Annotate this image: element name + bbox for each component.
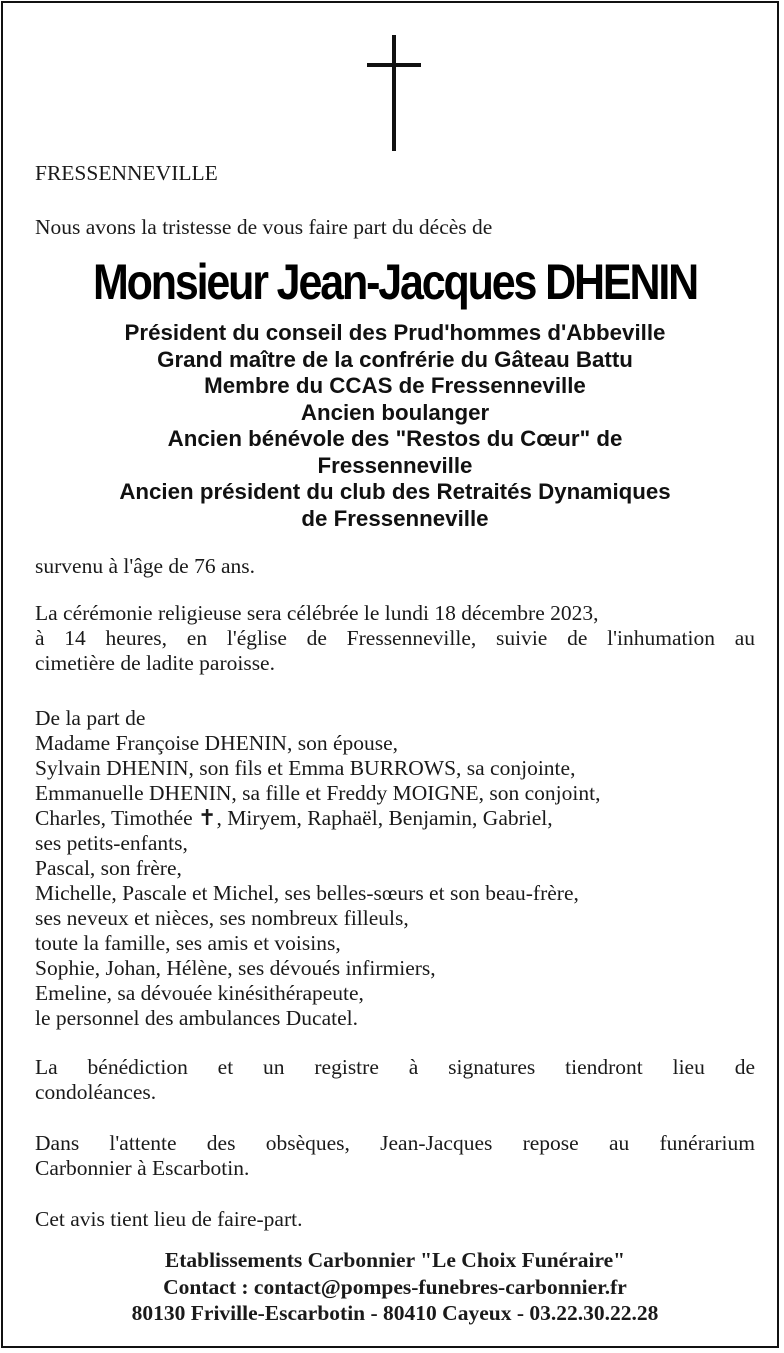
title-line: Ancien bénévole des "Restos du Cœur" de (167, 426, 623, 451)
age-text: survenu à l'âge de 76 ans. (35, 554, 255, 578)
family-line: Emmanuelle DHENIN, sa fille et Freddy MOIGNE, son conjoint, (35, 781, 601, 805)
latin-cross-icon (367, 35, 421, 151)
family-line: Madame Françoise DHENIN, son épouse, (35, 731, 399, 755)
family-line: Pascal, son frère, (35, 856, 182, 880)
family-line: Emeline, sa dévouée kinésithérapeute, (35, 981, 364, 1005)
family-paragraph (35, 706, 755, 1031)
family-line (35, 806, 755, 831)
funeral-home-name: Etablissements Carbonnier "Le Choix Funéraire" (164, 1248, 626, 1272)
blessing-line: condoléances. (35, 1080, 157, 1104)
grandchildren-names: Charles, Timothée (35, 806, 193, 830)
title-line: de Fressenneville (301, 505, 489, 531)
town-name: FRESSENNEVILLE (35, 161, 218, 185)
obituary-notice (1, 1, 779, 1348)
family-line: Sylvain DHENIN, son fils et Emma BURROWS, sa conjointe, (35, 756, 576, 780)
titles-list (3, 320, 784, 532)
ceremony-line: cimetière de ladite paroisse. (35, 651, 275, 675)
family-line: le personnel des ambulances Ducatel. (35, 1006, 358, 1030)
funeral-home-address: 80130 Friville-Escarbotin - 80410 Cayeux - 03.22.30.22.28 (131, 1301, 659, 1325)
family-line: ses neveux et nièces, ses nombreux filleuls, (35, 906, 409, 930)
grandchildren-names-rest: , Miryem, Raphaël, Benjamin, Gabriel, (216, 806, 553, 830)
title-line: Ancien boulanger (300, 399, 490, 425)
title-line: Grand maître de la confrérie du Gâteau Battu (157, 346, 633, 372)
repose-line: Dans l'attente des obsèques, Jean-Jacques repose au funérarium (35, 1131, 755, 1155)
ceremony-paragraph (35, 601, 755, 676)
intro-text: Nous avons la tristesse de vous faire part du décès de (35, 215, 493, 239)
title-line: Président du conseil des Prud'hommes d'Abbeville (124, 320, 666, 345)
title-line: Membre du CCAS de Fressenneville (204, 373, 586, 398)
family-line: toute la famille, ses amis et voisins, (35, 931, 341, 955)
family-line: Sophie, Johan, Hélène, ses dévoués infirmiers, (35, 956, 436, 980)
funeral-home-footer (3, 1247, 784, 1327)
repose-line: Carbonnier à Escarbotin. (35, 1156, 250, 1180)
funeral-home-contact: Contact : contact@pompes-funebres-carbonnier.fr (163, 1274, 627, 1299)
ceremony-line: à 14 heures, en l'église de Fressenneville, suivie de l'inhumation au (35, 626, 755, 650)
ceremony-line: La cérémonie religieuse sera célébrée le lundi 18 décembre 2023, (35, 601, 599, 625)
family-heading: De la part de (35, 706, 146, 730)
repose-paragraph (35, 1131, 755, 1181)
small-cross-icon: ✝ (198, 806, 217, 831)
deceased-name: Monsieur Jean-Jacques DHENIN (92, 254, 698, 310)
blessing-line: La bénédiction et un registre à signatures tiendront lieu de (35, 1055, 755, 1079)
notice-text: Cet avis tient lieu de faire-part. (35, 1207, 303, 1231)
title-line: Fressenneville (317, 452, 473, 478)
blessing-paragraph (35, 1055, 755, 1105)
title-line: Ancien président du club des Retraités Dynamiques (119, 479, 671, 504)
family-line: Michelle, Pascale et Michel, ses belles-sœurs et son beau-frère, (35, 881, 579, 905)
family-line: ses petits-enfants, (35, 831, 188, 855)
